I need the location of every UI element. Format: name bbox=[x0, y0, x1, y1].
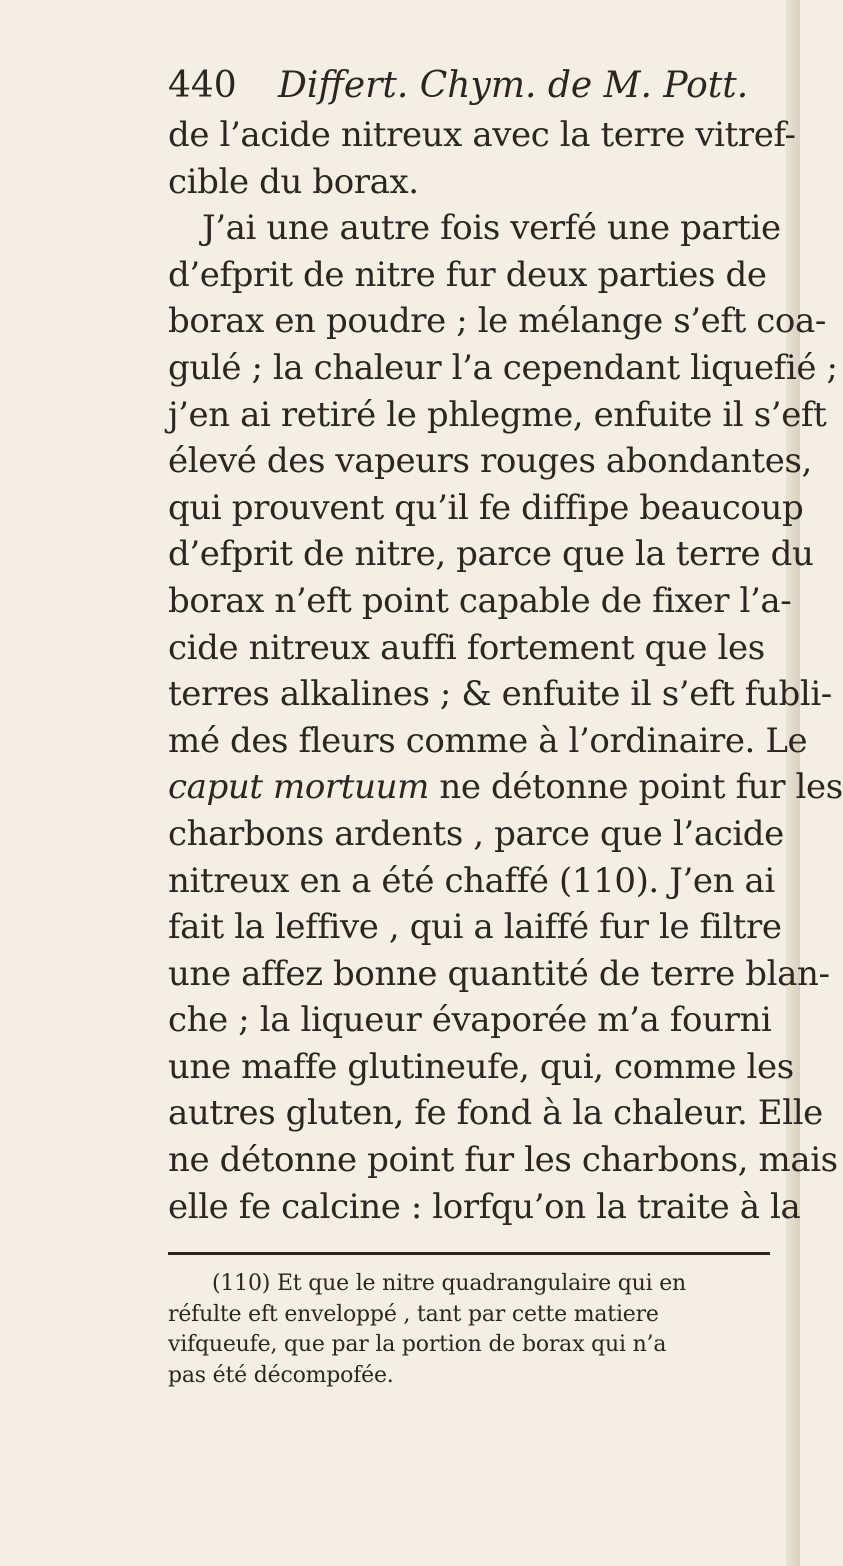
body-line: autres gluten, fe fond à la chaleur. Elle bbox=[168, 1093, 823, 1134]
body-text bbox=[168, 112, 843, 1230]
footnote-line: (110) Et que le nitre quadrangulaire qui en bbox=[212, 1271, 687, 1297]
body-line: J’ai une autre fois verfé une partie bbox=[202, 208, 781, 249]
italic-phrase: caput mortuum bbox=[168, 767, 429, 808]
body-line: gulé ; la chaleur l’a cependant liquefié ; bbox=[168, 347, 838, 388]
body-line: terres alkalines ; & enfuite il s’eft fubli- bbox=[168, 674, 832, 715]
footnote-line: vifqueufe, que par la portion de borax qui n’a bbox=[168, 1332, 667, 1358]
page-number: 440 bbox=[168, 65, 237, 106]
body-line-italic bbox=[168, 764, 843, 811]
body-line: nitreux en a été chaffé (110). J’en ai bbox=[168, 860, 775, 901]
body-line: ne détonne point fur les charbons, mais bbox=[168, 1140, 838, 1181]
footnote bbox=[168, 1269, 800, 1391]
body-line: cible du borax. bbox=[168, 161, 419, 202]
body-line-rest: ne détonne point fur les bbox=[428, 767, 843, 808]
body-line: fait la leffive , qui a laiffé fur le filtre bbox=[168, 907, 782, 948]
body-line: cide nitreux auffi fortement que les bbox=[168, 627, 765, 668]
body-line: élevé des vapeurs rouges abondantes, bbox=[168, 441, 812, 482]
body-line: charbons ardents , parce que l’acide bbox=[168, 813, 784, 854]
page-header bbox=[168, 64, 800, 108]
footnote-line: réfulte eft enveloppé , tant par cette matiere bbox=[168, 1301, 659, 1327]
body-line: qui prouvent qu’il fe diffipe beaucoup bbox=[168, 487, 804, 528]
body-line: borax en poudre ; le mélange s’eft coa- bbox=[168, 301, 826, 342]
body-line: une affez bonne quantité de terre blan- bbox=[168, 953, 830, 994]
book-page bbox=[168, 64, 843, 1391]
running-title: Differt. Chym. de M. Pott. bbox=[278, 65, 749, 106]
footnote-rule bbox=[168, 1252, 770, 1255]
footnote-line: pas été décompofée. bbox=[168, 1362, 394, 1388]
body-line: che ; la liqueur évaporée m’a fourni bbox=[168, 1000, 772, 1041]
body-line: d’efprit de nitre fur deux parties de bbox=[168, 254, 767, 295]
body-line: mé des fleurs comme à l’ordinaire. Le bbox=[168, 720, 808, 761]
body-line: elle fe calcine : lorfqu’on la traite à la bbox=[168, 1186, 801, 1227]
body-line: d’efprit de nitre, parce que la terre du bbox=[168, 534, 814, 575]
body-line: j’en ai retiré le phlegme, enfuite il s’eft bbox=[168, 394, 827, 435]
body-line: une maffe glutineufe, qui, comme les bbox=[168, 1046, 794, 1087]
body-line: borax n’eft point capable de fixer l’a- bbox=[168, 580, 792, 621]
body-line: de l’acide nitreux avec la terre vitref- bbox=[168, 115, 796, 155]
